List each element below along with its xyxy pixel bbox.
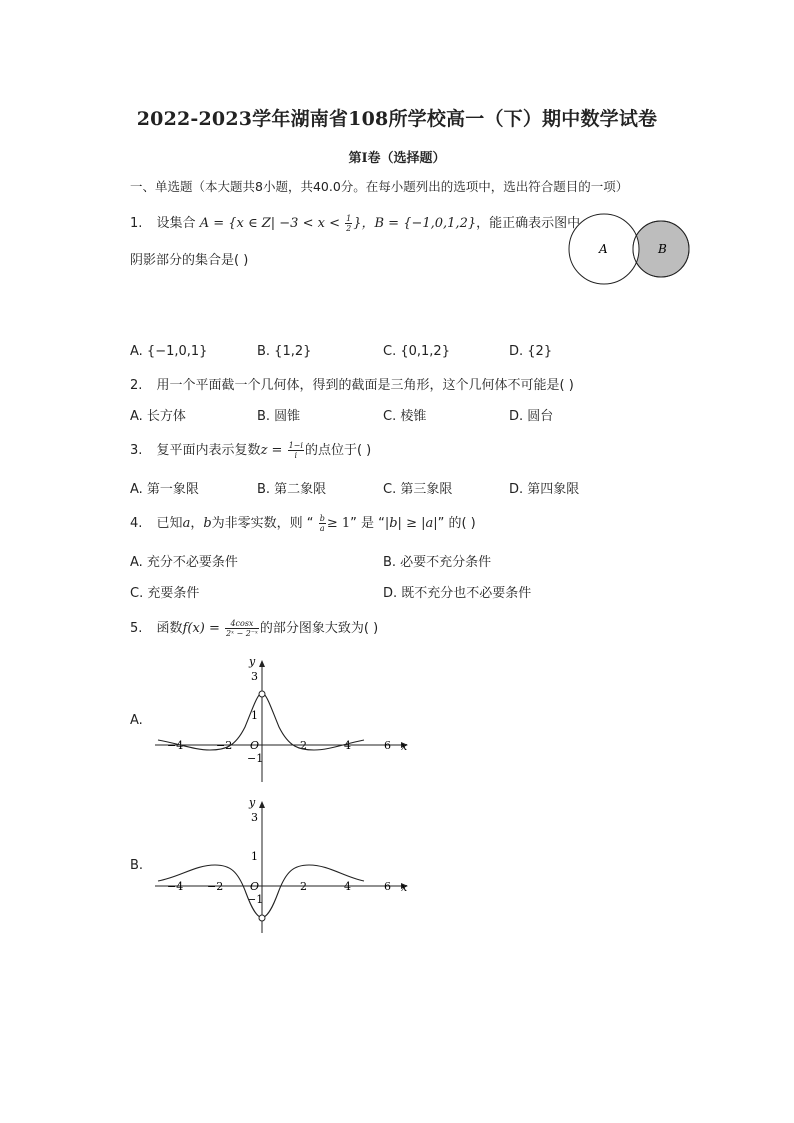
variable-b: b bbox=[203, 516, 212, 531]
q3-option-c: C. 第三象限 bbox=[383, 482, 453, 497]
fraction bbox=[345, 214, 352, 233]
x-tick: 4 bbox=[344, 880, 351, 893]
question-1 bbox=[130, 212, 580, 233]
graph-a-label: A. bbox=[130, 713, 143, 728]
exam-subtitle: 第I卷（选择题） bbox=[348, 151, 446, 166]
fraction-denominator: 2ˣ − 2⁻ˣ bbox=[226, 629, 258, 638]
fraction-numerator: b bbox=[319, 514, 325, 523]
q1-option-c: C. {0,1,2} bbox=[383, 344, 450, 359]
q4-option-b: B. 必要不充分条件 bbox=[383, 555, 492, 570]
q1-option-b: B. {1,2} bbox=[257, 344, 312, 359]
q1-option-d: D. {2} bbox=[509, 344, 553, 359]
q3-option-a: A. 第一象限 bbox=[130, 482, 199, 497]
origin-label: O bbox=[250, 739, 260, 752]
y-tick: −1 bbox=[247, 893, 264, 906]
question-number: 5. bbox=[130, 621, 143, 636]
y-tick: −1 bbox=[247, 752, 264, 765]
question-number: 3. bbox=[130, 443, 143, 458]
q3-option-d: D. 第四象限 bbox=[509, 482, 580, 497]
question-5 bbox=[130, 617, 378, 638]
function-curve bbox=[158, 694, 364, 750]
x-tick: −2 bbox=[207, 880, 224, 893]
question-text: 函数 bbox=[156, 621, 183, 636]
q1-option-a: A. {−1,0,1} bbox=[130, 344, 208, 359]
y-tick: 3 bbox=[251, 811, 258, 824]
question-number: 2. bbox=[130, 378, 143, 393]
x-tick: −4 bbox=[167, 880, 184, 893]
q2-option-c: C. 棱锥 bbox=[383, 409, 427, 424]
fraction bbox=[225, 619, 259, 638]
q2-option-d: D. 圆台 bbox=[509, 409, 554, 424]
question-text: ” 是 “ bbox=[350, 516, 385, 531]
fraction-denominator: i bbox=[294, 451, 298, 460]
variable-a: a bbox=[182, 516, 191, 531]
fraction-denominator: 2 bbox=[346, 224, 352, 233]
y-axis-label: y bbox=[249, 796, 256, 809]
question-4 bbox=[130, 512, 476, 533]
x-tick: −4 bbox=[167, 739, 184, 752]
x-tick: 6 bbox=[384, 739, 391, 752]
q3-option-b: B. 第二象限 bbox=[257, 482, 327, 497]
venn-label-a: A bbox=[599, 242, 608, 256]
y-tick: 3 bbox=[251, 670, 258, 683]
graph-b bbox=[150, 793, 415, 935]
graph-b-label: B. bbox=[130, 858, 144, 873]
y-axis-arrow bbox=[259, 801, 265, 808]
section-heading: 一、单选题（本大题共8小题，共40.0分。在每小题列出的选项中，选出符合题目的一项） bbox=[130, 179, 629, 194]
x-axis-label: x bbox=[401, 881, 408, 894]
x-tick: −2 bbox=[216, 739, 233, 752]
set-a-end: }， bbox=[353, 216, 375, 231]
set-a: A = {x ∈ Z| −3 < x < bbox=[199, 216, 340, 231]
y-tick: 1 bbox=[251, 850, 258, 863]
function-curve bbox=[158, 865, 364, 917]
question-text: 用一个平面截一个几何体，得到的截面是三角形，这个几何体不可能是( ) bbox=[156, 378, 574, 393]
question-text: 复平面内表示复数 bbox=[156, 443, 261, 458]
q4-option-d: D. 既不充分也不必要条件 bbox=[383, 586, 532, 601]
q4-option-c: C. 充要条件 bbox=[130, 586, 200, 601]
question-text: 为非零实数，则 “ bbox=[211, 516, 314, 531]
fraction-numerator: 1 bbox=[346, 214, 352, 223]
q2-option-b: B. 圆锥 bbox=[257, 409, 301, 424]
inequality: ≥ 1 bbox=[326, 516, 351, 531]
fraction-denominator: a bbox=[319, 524, 325, 533]
x-tick: 2 bbox=[300, 739, 307, 752]
separator: ， bbox=[190, 516, 204, 531]
question-text: ，能正确表示图中 bbox=[476, 216, 581, 231]
question-text: 已知 bbox=[156, 516, 183, 531]
q4-option-a: A. 充分不必要条件 bbox=[130, 555, 238, 570]
function-fx: f(x) = bbox=[182, 621, 220, 636]
question-2 bbox=[130, 374, 574, 393]
x-tick: 6 bbox=[384, 880, 391, 893]
question-number: 1. bbox=[130, 216, 143, 231]
fraction bbox=[319, 514, 326, 533]
y-axis-arrow bbox=[259, 660, 265, 667]
fraction-numerator: 1−i bbox=[288, 441, 303, 450]
fraction bbox=[288, 441, 304, 460]
origin-label: O bbox=[250, 880, 260, 893]
condition: |b| ≥ |a| bbox=[384, 516, 438, 531]
x-axis-label: x bbox=[401, 740, 408, 753]
x-tick: 2 bbox=[300, 880, 307, 893]
question-number: 4. bbox=[130, 516, 143, 531]
question-text: 的点位于( ) bbox=[304, 443, 372, 458]
open-point bbox=[259, 691, 265, 697]
set-b: B = {−1,0,1,2} bbox=[374, 216, 477, 231]
open-point bbox=[259, 915, 265, 921]
exam-title: 2022-2023学年湖南省108所学校高一（下）期中数学试卷 bbox=[136, 108, 658, 130]
venn-label-b: B bbox=[658, 242, 667, 256]
y-tick: 1 bbox=[251, 709, 258, 722]
q2-option-a: A. 长方体 bbox=[130, 409, 186, 424]
variable-z: z = bbox=[260, 443, 283, 458]
graph-a bbox=[150, 652, 415, 784]
question-3 bbox=[130, 439, 371, 460]
x-tick: 4 bbox=[344, 739, 351, 752]
y-axis-label: y bbox=[249, 655, 256, 668]
question-text: ” 的( ) bbox=[437, 516, 476, 531]
question-text: 的部分图象大致为( ) bbox=[259, 621, 379, 636]
venn-diagram bbox=[563, 208, 695, 292]
fraction-numerator: 4cosx bbox=[225, 619, 259, 629]
question-text: 设集合 bbox=[156, 216, 196, 231]
question-1-line2: 阴影部分的集合是( ) bbox=[130, 253, 249, 268]
